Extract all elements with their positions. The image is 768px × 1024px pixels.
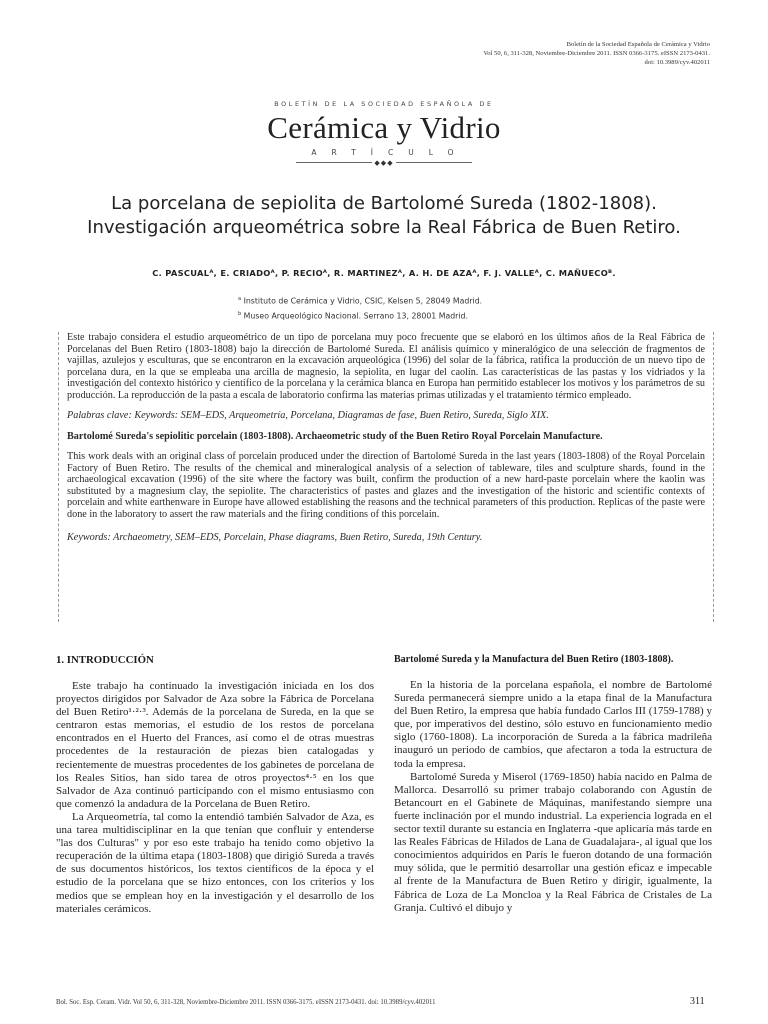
page-number: 311: [690, 996, 705, 1007]
intro-paragraph-2: La Arqueometría, tal como la entendió también Salvador de Aza, es una tarea multidisciplinar en la que tenían que confluir y entenderse "las dos Culturas" y por eso este trabajo ha tenido como objetivo la recuperación de la última etapa (1803-1808) que dirigió Sureda a través de sus documentos históricos, los textos científicos de la época y el estudio de la porcelana que se hizo entonces, con los criterios y los medios que se emplean hoy en la investigación y el desarrollo de los materiales cerámicos.: [56, 810, 374, 915]
masthead-section: ARTÍCULO: [311, 148, 469, 157]
english-title: Bartolomé Sureda's sepiolitic porcelain (1803-1808). Archaeometric study of the Buen Retiro Royal Porcelain Manufacture.: [67, 430, 603, 442]
right-column: [394, 654, 712, 915]
affiliation-b-mark: b: [238, 311, 242, 318]
journal-volume: Vol 50, 6, 311-328, Noviembre-Diciembre 2011. ISSN 0366-3175. eISSN 2173-0431.: [483, 50, 710, 57]
keywords-english: Keywords: Archaeometry, SEM–EDS, Porcelain, Phase diagrams, Buen Retiro, Sureda, 19th Century.: [67, 532, 483, 543]
affiliation-a-mark: a: [238, 296, 242, 302]
left-column: [56, 654, 374, 916]
masthead-journal-name: Cerámica y Vidrio: [267, 110, 501, 145]
section-heading-sureda: Bartolomé Sureda y la Manufactura del Buen Retiro (1803-1808).: [394, 654, 674, 665]
masthead-ornament: [296, 158, 472, 168]
article-title-line-1: La porcelana de sepiolita de Bartolomé Sureda (1802-1808).: [111, 193, 657, 214]
journal-header: [370, 40, 710, 67]
affiliations: [238, 293, 482, 323]
abstract-spanish: Este trabajo considera el estudio arqueométrico de un tipo de porcelana muy poco frecuente que se elaboró en los últimos años de la Real Fábrica de Porcelanas del Buen Retiro (1803-1808) bajo la dirección de Bartolomé Sureda. El análisis químico y mineralógico de una selección de fragmentos de vajillas, azulejos y esculturas, que se encontraron en la excavación arqueológica (1996) del solar de la fábrica, ratifica la producción de un nuevo tipo de porcelana dura, en la que se empleaba una arcilla de magnesio, la sepiolita, en lugar del caolín. Las características de las pastas y los vidriados y la investigación del contexto histórico y científico de la porcelana y la cerámica blanca en Europa han permitido establecer los motivos y los parámetros de su producción. La reproducción de la pasta a escala de laboratorio confirma las materias primas utilizadas y el tratamiento térmico empleado.: [67, 332, 705, 401]
diamond-ornament-icon: ◆◆◆: [374, 159, 394, 167]
abstract-english: This work deals with an original class of porcelain produced under the direction of Bartolomé Sureda in the last years (1803-1808) of the Royal Porcelain Factory of Buen Retiro. The results of the chemical and mineralogical analysis of a selection of tableware, tiles and sculpture shards, found in the archaeological excavation (1996) of the site where the factory was built, confirm the production of a new hard-paste porcelain where the kaolin was substituted by a magnesium clay, the sepiolite. The characteristics of pastes and glazes and the investigation of the historic and scientific contexts of porcelain and white earthenware in Europe have allowed establishing the reasons and the technical parameters of this production. Replicas of the paste were done in the laboratory to assert the raw materials and the firing conditions of this porcelain.: [67, 451, 705, 520]
section-heading-introduccion: 1. INTRODUCCIÓN: [56, 654, 154, 666]
affiliation-a-text: Instituto de Cerámica y Vidrio, CSIC, Kelsen 5, 28049 Madrid.: [243, 296, 483, 306]
footer-citation: Bol. Soc. Esp. Ceram. Vidr. Vol 50, 6, 311-328, Noviembre-Diciembre 2011. ISSN 0366-3175. eISSN 2173-0431. doi: 10.3989/cyv.402011: [56, 999, 436, 1006]
affiliation-a: [238, 293, 482, 308]
journal-doi: doi: 10.3989/cyv.402011: [644, 59, 710, 66]
sureda-paragraph-2: Bartolomé Sureda y Miserol (1769-1850) había nacido en Palma de Mallorca. Desarrolló su primer trabajo colaborando con Agustín de Betancourt en el Gabinete de Máquinas, manifestando siempre una fuerte inclinación por el mundo industrial. La experiencia lograda en el sector textil durante su estancia en Inglaterra -que aplicaría más tarde en las Reales Fábricas de Hilados de Lana de Guadalajara-, al igual que los conocimientos adquiridos en París le fueron dotando de una formación muy sólida, que le permitió desarrollar una gestión eficaz e impecable al frente de la Manufactura de Buen Retiro y dirigir, igualmente, la Fábrica de Loza de La Moncloa y la Real Fábrica de Cristales de La Granja. Cultivó el dibujo y: [394, 770, 712, 914]
article-title-line-2: Investigación arqueométrica sobre la Real Fábrica de Buen Retiro.: [87, 217, 681, 238]
masthead: [0, 100, 768, 168]
affiliation-b-text: Museo Arqueológico Nacional. Serrano 13, 28001 Madrid.: [243, 311, 468, 321]
article-title: [40, 192, 728, 240]
article-authors: C. PASCUALᴬ, E. CRIADOᴬ, P. RECIOᴬ, R. MARTINEZᴬ, A. H. DE AZAᴬ, F. J. VALLEᴬ, C. MAÑUECOᴮ.: [152, 268, 616, 278]
abstract-box: [58, 332, 714, 622]
keywords-spanish: Palabras clave: Keywords: SEM–EDS, Arqueometría, Porcelana, Diagramas de fase, Buen Retiro, Sureda, Siglo XIX.: [67, 410, 549, 421]
intro-paragraph-1: Este trabajo ha continuado la investigación iniciada en los dos proyectos dirigidos por Salvador de Aza sobre la Fábrica de Porcelana del Buen Retiro¹·²·³. Además de la porcelana de Sureda, en la que se centraron estas memorias, el estudio de los restos de porcelana encontrados en el Huerto del Frances, así como el de otras muestras procedentes de la restauración de piezas bien catalogadas y recientemente de muestras procedentes de los gabinetes de porcelana de los Reales Sitios, han sido tarea de otros proyectos⁴·⁵ en los que Salvador de Aza continuó participando con el mismo entusiasmo con que comenzó la andadura de la Porcelana de Buen Retiro.: [56, 680, 374, 810]
affiliation-b: [238, 308, 482, 323]
journal-name: Boletín de la Sociedad Española de Cerámica y Vidrio: [566, 41, 710, 48]
masthead-society: BOLETÍN DE LA SOCIEDAD ESPAÑOLA DE: [274, 100, 494, 108]
sureda-paragraph-1: En la historia de la porcelana española, el nombre de Bartolomé Sureda permanecerá siempre unido a la etapa final de la Manufactura del Buen Retiro, la empresa que había fundado Carlos III (1759-1788) y que, por imperativos del destino, sólo estuvo en funcionamiento medio siglo (1760-1808). La incorporación de Sureda a la fábrica madrileña inauguró un periodo de cambios, que afectaron a toda la estructura de toda la empresa.: [394, 679, 712, 770]
